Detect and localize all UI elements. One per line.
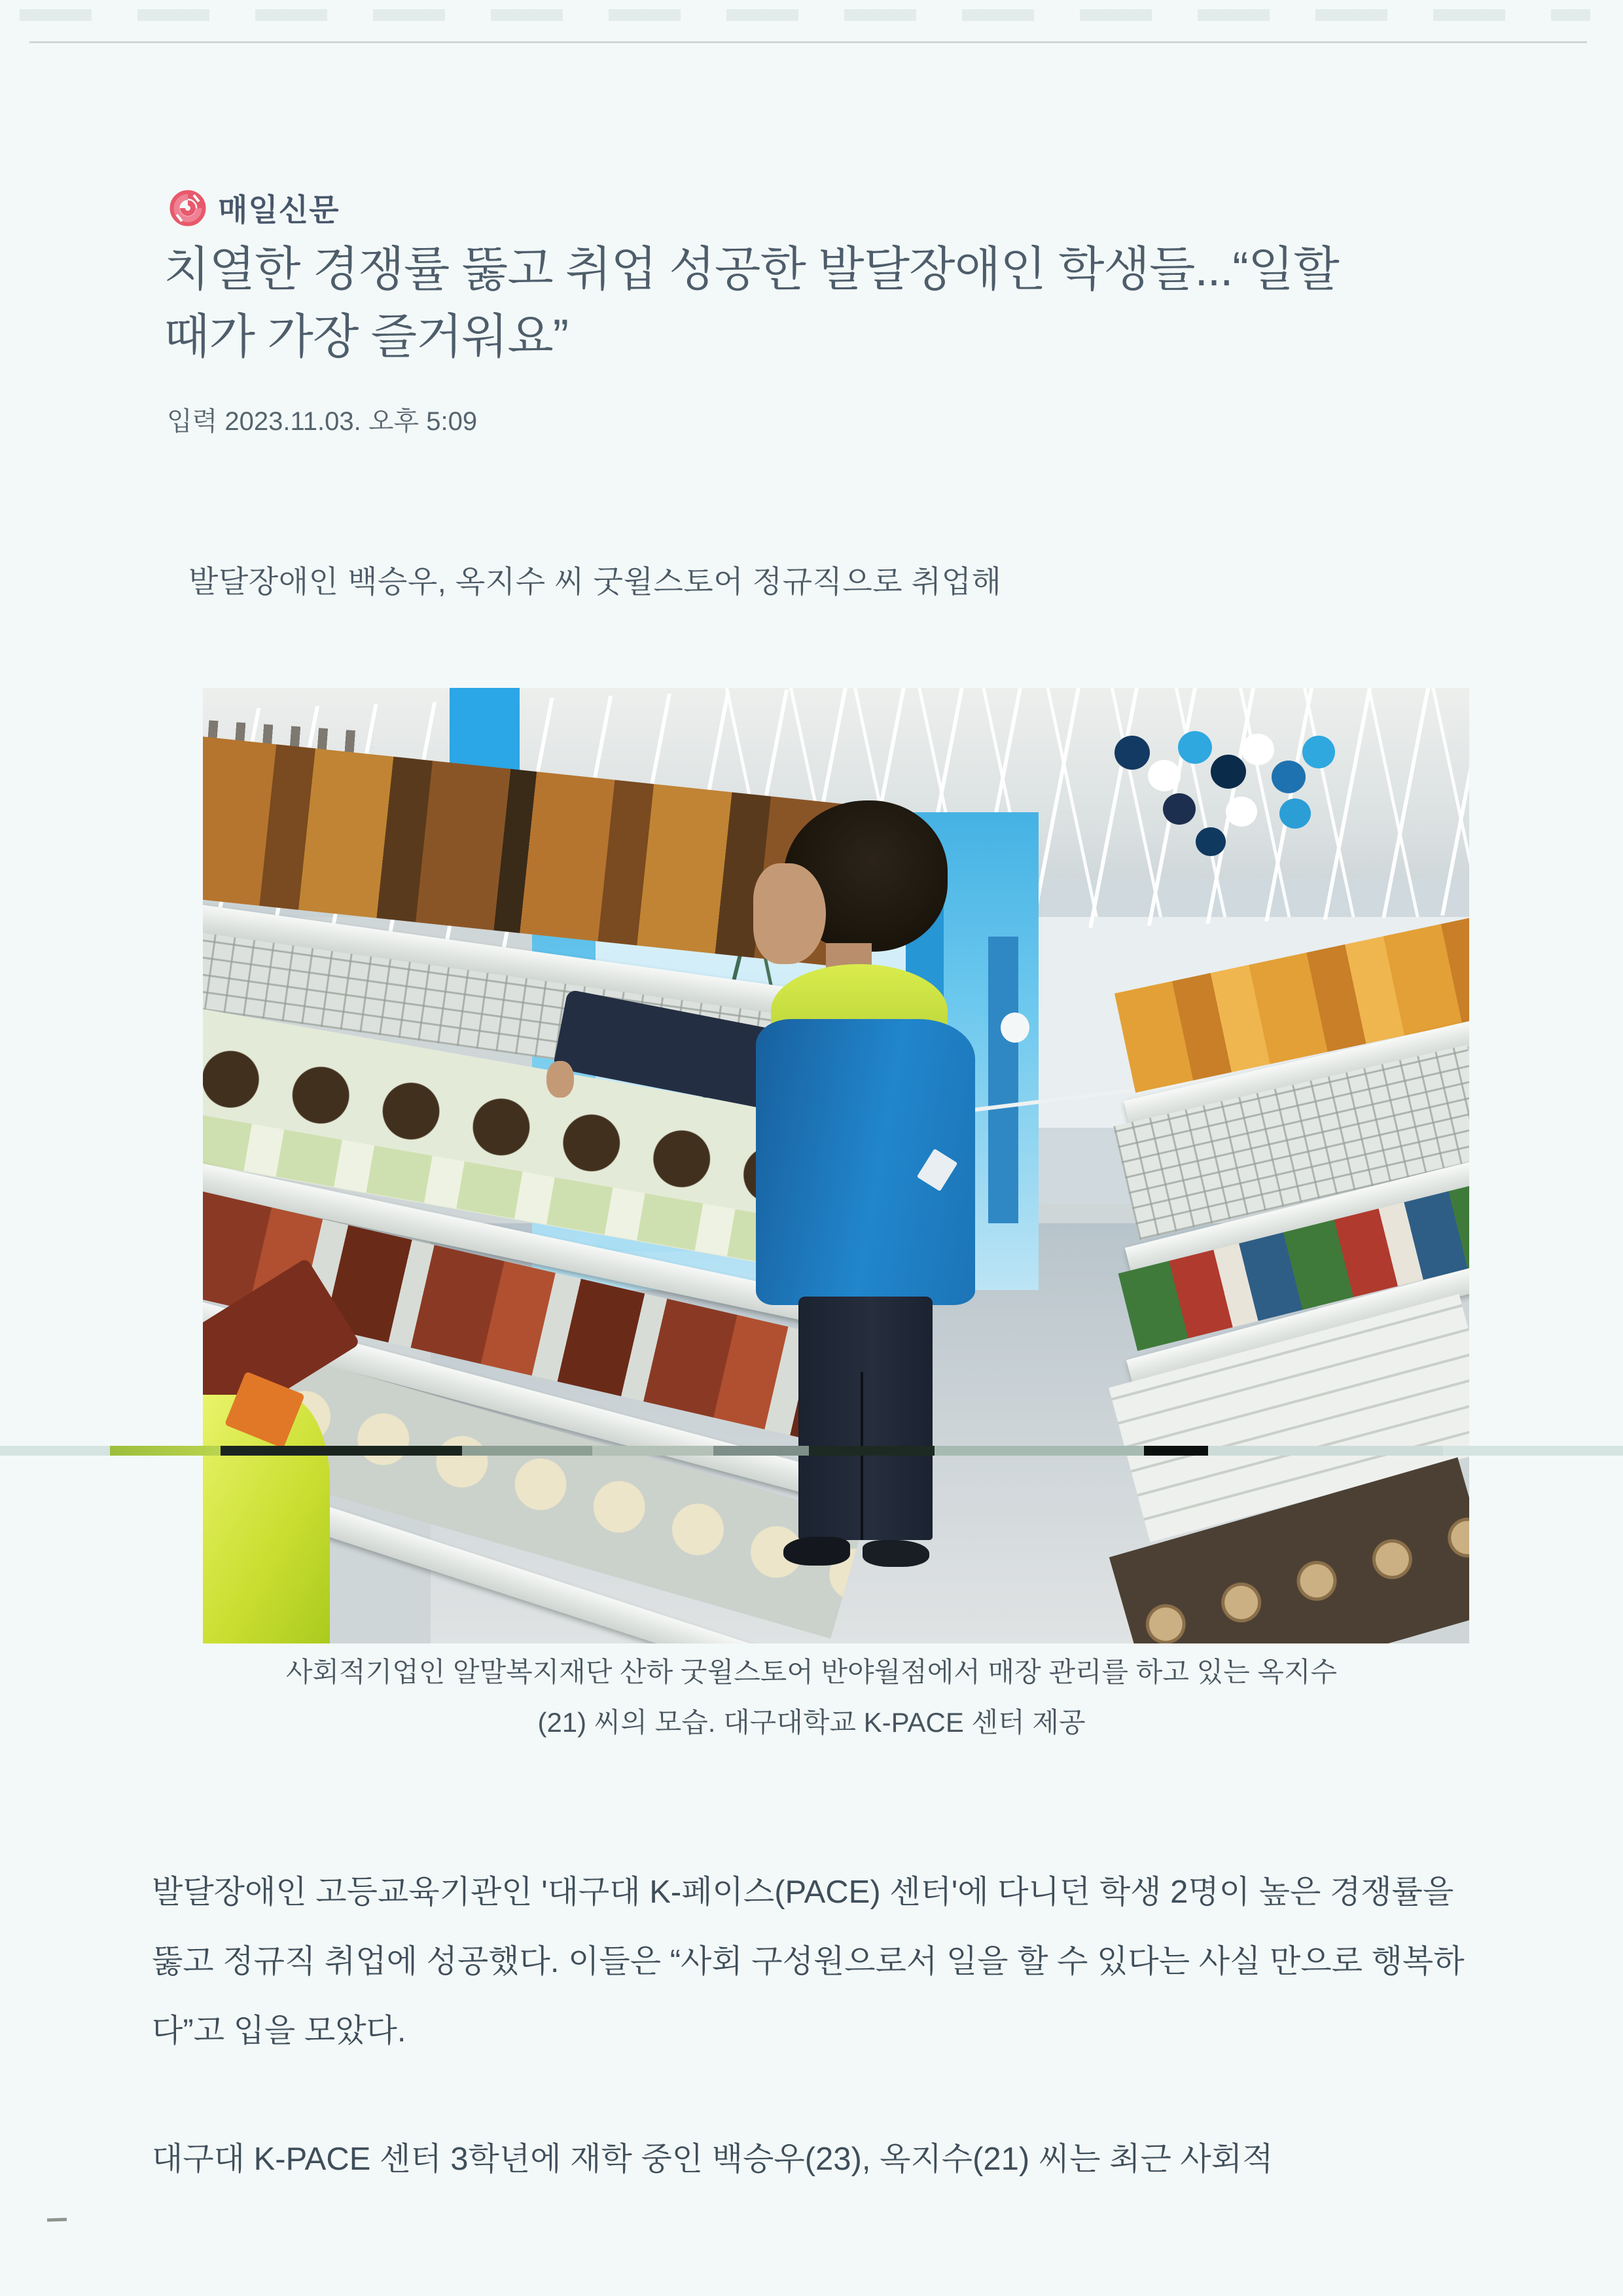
worker-face <box>753 863 826 964</box>
photo-caption <box>151 1647 1472 1748</box>
worker-shoe <box>863 1540 929 1567</box>
masthead <box>168 186 340 230</box>
published-timestamp: 입력 2023.11.03. 오후 5:09 <box>167 407 478 436</box>
maeil-shinmun-logo-icon <box>168 188 207 228</box>
balloon <box>1196 827 1226 856</box>
balloon <box>1148 760 1181 791</box>
balloon <box>1241 734 1274 765</box>
worker-pants <box>798 1297 932 1541</box>
balloon <box>1279 798 1311 829</box>
scan-artifact-top-line <box>29 41 1587 43</box>
worker-pants-seam <box>861 1372 863 1540</box>
article-photo <box>203 688 1469 1643</box>
photo-caption-line-2: (21) 씨의 모습. 대구대학교 K-PACE 센터 제공 <box>537 1707 1086 1738</box>
photo-store-worker <box>735 783 1039 1624</box>
article-headline: 치열한 경쟁률 뚫고 취업 성공한 발달장애인 학생들...“일할 때가 가장 즐거워요” <box>164 243 1339 363</box>
body-paragraph-1: 발달장애인 고등교육기관인 '대구대 K-페이스(PACE) 센터'에 다니던 학생 2명이 높은 경쟁률을 뚫고 정규직 취업에 성공했다. 이들은 “사회 구성원으로서 일을 할 수 있다는 사실 만으로 행복하다”고 입을 모았다. <box>152 1874 1465 2049</box>
body-paragraph-2: 대구대 K-PACE 센터 3학년에 재학 중인 백승우(23), 옥지수(21) 씨는 최근 사회적 <box>152 2142 1274 2177</box>
scan-artifact-bottom-dash <box>47 2217 67 2221</box>
worker-hand <box>546 1061 574 1098</box>
balloon <box>1272 761 1306 793</box>
article-body <box>152 1857 1488 2253</box>
photo-right-shelf <box>1128 917 1469 1643</box>
balloon <box>1302 736 1335 768</box>
worker-shoe <box>783 1537 850 1566</box>
balloon <box>1178 731 1212 764</box>
scan-glitch-band <box>0 1446 1623 1456</box>
article-subheading: 발달장애인 백승우, 옥지수 씨 굿윌스토어 정규직으로 취업해 <box>188 564 1002 599</box>
balloon <box>1163 793 1196 825</box>
photo-caption-line-1: 사회적기업인 알말복지재단 산하 굿윌스토어 반야월점에서 매장 관리를 하고 있는 옥지수 <box>285 1657 1338 1687</box>
balloon <box>1115 736 1150 770</box>
scan-artifact-top-speckle <box>20 9 1590 21</box>
masthead-logo-text: 매일신문 <box>218 192 340 227</box>
